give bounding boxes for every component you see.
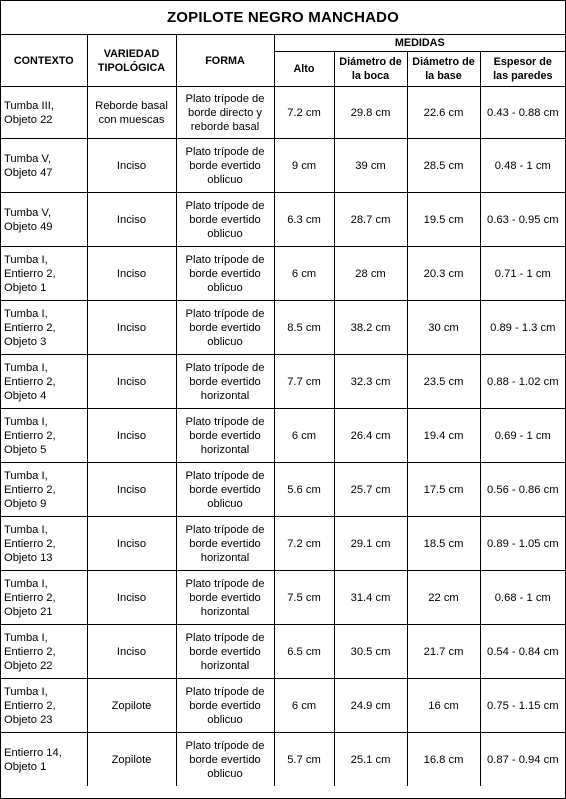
cell-variedad	[87, 733, 176, 787]
header-diametro-base	[407, 52, 480, 87]
context-line: Entierro 14,	[4, 746, 62, 759]
context-line: Objeto 21	[4, 605, 53, 618]
form-line: Plato trípode de	[185, 739, 265, 752]
header-alto: Alto	[274, 52, 334, 87]
header-forma: FORMA	[176, 35, 274, 87]
context-line: Tumba I,	[4, 577, 48, 590]
form-line: reborde basal	[190, 120, 260, 133]
cell-variedad	[87, 193, 176, 247]
cell-espesor: 0.89 - 1.3 cm	[480, 301, 565, 355]
cell-forma	[176, 139, 274, 193]
cell-diametro-boca: 28 cm	[334, 247, 407, 301]
variety-line: Inciso	[116, 483, 147, 496]
cell-espesor: 0.87 - 0.94 cm	[480, 733, 565, 787]
cell-espesor: 0.88 - 1.02 cm	[480, 355, 565, 409]
form-line: horizontal	[200, 659, 250, 672]
form-line: oblicuo	[207, 281, 243, 294]
cell-diametro-base: 21.7 cm	[407, 625, 480, 679]
cell-forma	[176, 87, 274, 139]
cell-contexto	[1, 193, 87, 247]
form-line: Plato trípode de	[185, 92, 265, 105]
cell-diametro-base: 22 cm	[407, 571, 480, 625]
form-line: horizontal	[200, 605, 250, 618]
form-line: borde evertido	[189, 645, 261, 658]
cell-variedad	[87, 139, 176, 193]
cell-diametro-base: 17.5 cm	[407, 463, 480, 517]
form-line: borde evertido	[189, 375, 261, 388]
cell-diametro-boca: 32.3 cm	[334, 355, 407, 409]
variety-line: Inciso	[116, 591, 147, 604]
cell-forma	[176, 679, 274, 733]
cell-variedad	[87, 355, 176, 409]
variety-line: Inciso	[116, 375, 147, 388]
context-line: Tumba V,	[4, 152, 52, 165]
cell-espesor: 0.68 - 1 cm	[480, 571, 565, 625]
cell-contexto	[1, 571, 87, 625]
table-row	[1, 139, 565, 193]
cell-diametro-boca: 38.2 cm	[334, 301, 407, 355]
cell-diametro-base: 30 cm	[407, 301, 480, 355]
cell-espesor: 0.54 - 0.84 cm	[480, 625, 565, 679]
cell-variedad	[87, 87, 176, 139]
cell-alto: 5.7 cm	[274, 733, 334, 787]
cell-variedad	[87, 517, 176, 571]
context-line: Tumba I,	[4, 631, 48, 644]
variety-line: Inciso	[116, 537, 147, 550]
cell-diametro-boca: 25.7 cm	[334, 463, 407, 517]
context-line: Entierro 2,	[4, 321, 56, 334]
variety-line: con muescas	[98, 113, 165, 126]
variety-line: Inciso	[116, 429, 147, 442]
cell-forma	[176, 301, 274, 355]
cell-diametro-base: 18.5 cm	[407, 517, 480, 571]
variety-line: Inciso	[116, 321, 147, 334]
form-line: borde evertido	[189, 537, 261, 550]
context-line: Objeto 22	[4, 113, 53, 126]
variety-line: Inciso	[116, 267, 147, 280]
cell-espesor: 0.71 - 1 cm	[480, 247, 565, 301]
form-line: borde evertido	[189, 699, 261, 712]
form-line: borde evertido	[189, 429, 261, 442]
header-diametro-boca-line1: Diámetro de	[339, 56, 402, 68]
table-row	[1, 571, 565, 625]
form-line: Plato trípode de	[185, 577, 265, 590]
form-line: borde evertido	[189, 483, 261, 496]
form-line: borde evertido	[189, 159, 261, 172]
cell-contexto	[1, 733, 87, 787]
cell-contexto	[1, 301, 87, 355]
cell-contexto	[1, 517, 87, 571]
context-line: Entierro 2,	[4, 267, 56, 280]
cell-diametro-base: 19.4 cm	[407, 409, 480, 463]
cell-alto: 7.5 cm	[274, 571, 334, 625]
form-line: Plato trípode de	[185, 523, 265, 536]
header-diametro-base-line2: la base	[425, 70, 462, 82]
cell-diametro-boca: 25.1 cm	[334, 733, 407, 787]
cell-contexto	[1, 87, 87, 139]
form-line: borde evertido	[189, 591, 261, 604]
context-line: Entierro 2,	[4, 645, 56, 658]
form-line: horizontal	[200, 551, 250, 564]
variety-line: Zopilote	[111, 753, 152, 766]
cell-forma	[176, 247, 274, 301]
context-line: Entierro 2,	[4, 429, 56, 442]
form-line: Plato trípode de	[185, 469, 265, 482]
header-variedad-tipologica	[87, 35, 176, 87]
variety-line: Inciso	[116, 645, 147, 658]
header-variedad-line1: VARIEDAD	[103, 47, 160, 60]
cell-diametro-boca: 31.4 cm	[334, 571, 407, 625]
header-espesor-paredes	[480, 52, 565, 87]
cell-diametro-boca: 26.4 cm	[334, 409, 407, 463]
table-row	[1, 193, 565, 247]
cell-forma	[176, 355, 274, 409]
cell-diametro-base: 23.5 cm	[407, 355, 480, 409]
variety-line: Inciso	[116, 213, 147, 226]
variety-line: Zopilote	[111, 699, 152, 712]
cell-alto: 6 cm	[274, 409, 334, 463]
table-body	[1, 87, 565, 787]
header-espesor-line2: las paredes	[493, 70, 553, 82]
header-diametro-base-line1: Diámetro de	[412, 56, 475, 68]
context-line: Entierro 2,	[4, 699, 56, 712]
header-variedad-line2: TIPOLÓGICA	[97, 61, 166, 74]
context-line: Tumba I,	[4, 523, 48, 536]
cell-contexto	[1, 463, 87, 517]
cell-forma	[176, 625, 274, 679]
cell-variedad	[87, 409, 176, 463]
cell-variedad	[87, 301, 176, 355]
cell-espesor: 0.69 - 1 cm	[480, 409, 565, 463]
context-line: Entierro 2,	[4, 537, 56, 550]
cell-alto: 7.2 cm	[274, 517, 334, 571]
cell-forma	[176, 571, 274, 625]
cell-forma	[176, 517, 274, 571]
context-line: Objeto 4	[4, 389, 47, 402]
form-line: Plato trípode de	[185, 415, 265, 428]
cell-diametro-base: 20.3 cm	[407, 247, 480, 301]
cell-contexto	[1, 247, 87, 301]
context-line: Objeto 13	[4, 551, 53, 564]
context-line: Entierro 2,	[4, 375, 56, 388]
cell-espesor: 0.89 - 1.05 cm	[480, 517, 565, 571]
cell-espesor: 0.63 - 0.95 cm	[480, 193, 565, 247]
variety-line: Reborde basal	[95, 99, 168, 112]
context-line: Objeto 3	[4, 335, 47, 348]
cell-contexto	[1, 355, 87, 409]
table-row	[1, 355, 565, 409]
cell-variedad	[87, 247, 176, 301]
cell-variedad	[87, 679, 176, 733]
context-line: Tumba I,	[4, 361, 48, 374]
context-line: Objeto 22	[4, 659, 53, 672]
context-line: Entierro 2,	[4, 591, 56, 604]
form-line: borde evertido	[189, 267, 261, 280]
variety-line: Inciso	[116, 159, 147, 172]
context-line: Objeto 1	[4, 281, 47, 294]
cell-espesor: 0.56 - 0.86 cm	[480, 463, 565, 517]
form-line: Plato trípode de	[185, 253, 265, 266]
cell-contexto	[1, 625, 87, 679]
cell-alto: 6 cm	[274, 679, 334, 733]
form-line: oblicuo	[207, 767, 243, 780]
cell-contexto	[1, 409, 87, 463]
form-line: oblicuo	[207, 497, 243, 510]
cell-alto: 5.6 cm	[274, 463, 334, 517]
form-line: borde evertido	[189, 213, 261, 226]
cell-diametro-boca: 28.7 cm	[334, 193, 407, 247]
cell-diametro-base: 22.6 cm	[407, 87, 480, 139]
cell-diametro-base: 16.8 cm	[407, 733, 480, 787]
form-line: oblicuo	[207, 227, 243, 240]
form-line: oblicuo	[207, 173, 243, 186]
form-line: oblicuo	[207, 335, 243, 348]
context-line: Tumba I,	[4, 307, 48, 320]
cell-alto: 6.5 cm	[274, 625, 334, 679]
cell-alto: 8.5 cm	[274, 301, 334, 355]
table-row	[1, 409, 565, 463]
cell-espesor: 0.43 - 0.88 cm	[480, 87, 565, 139]
cell-variedad	[87, 625, 176, 679]
table-row	[1, 247, 565, 301]
form-line: borde directo y	[187, 106, 262, 119]
cell-diametro-base: 19.5 cm	[407, 193, 480, 247]
form-line: Plato trípode de	[185, 307, 265, 320]
cell-diametro-boca: 29.8 cm	[334, 87, 407, 139]
context-line: Tumba III,	[4, 99, 54, 112]
form-line: horizontal	[200, 443, 250, 456]
context-line: Objeto 9	[4, 497, 47, 510]
cell-diametro-boca: 24.9 cm	[334, 679, 407, 733]
cell-diametro-base: 16 cm	[407, 679, 480, 733]
table-row	[1, 679, 565, 733]
form-line: borde evertido	[189, 753, 261, 766]
context-line: Objeto 5	[4, 443, 47, 456]
cell-forma	[176, 733, 274, 787]
form-line: oblicuo	[207, 713, 243, 726]
form-line: Plato trípode de	[185, 631, 265, 644]
cell-variedad	[87, 571, 176, 625]
form-line: Plato trípode de	[185, 145, 265, 158]
header-row-top	[1, 35, 565, 52]
cell-espesor: 0.75 - 1.15 cm	[480, 679, 565, 733]
form-line: Plato trípode de	[185, 685, 265, 698]
table-row	[1, 463, 565, 517]
cell-alto: 6 cm	[274, 247, 334, 301]
context-line: Objeto 47	[4, 166, 53, 179]
cell-forma	[176, 463, 274, 517]
measurements-table	[1, 35, 565, 786]
cell-contexto	[1, 139, 87, 193]
context-line: Tumba I,	[4, 415, 48, 428]
context-line: Tumba I,	[4, 469, 48, 482]
cell-diametro-boca: 39 cm	[334, 139, 407, 193]
form-line: Plato trípode de	[185, 199, 265, 212]
header-contexto: CONTEXTO	[1, 35, 87, 87]
form-line: horizontal	[200, 389, 250, 402]
cell-forma	[176, 409, 274, 463]
table-row	[1, 625, 565, 679]
table-row	[1, 517, 565, 571]
cell-alto: 9 cm	[274, 139, 334, 193]
context-line: Objeto 49	[4, 220, 53, 233]
header-diametro-boca	[334, 52, 407, 87]
form-line: Plato trípode de	[185, 361, 265, 374]
context-line: Tumba I,	[4, 253, 48, 266]
cell-variedad	[87, 463, 176, 517]
cell-diametro-boca: 29.1 cm	[334, 517, 407, 571]
context-line: Objeto 23	[4, 713, 53, 726]
table-row	[1, 87, 565, 139]
context-line: Objeto 1	[4, 760, 47, 773]
context-line: Entierro 2,	[4, 483, 56, 496]
cell-alto: 7.2 cm	[274, 87, 334, 139]
header-medidas: MEDIDAS	[274, 35, 565, 52]
table-row	[1, 733, 565, 787]
cell-alto: 6.3 cm	[274, 193, 334, 247]
cell-diametro-boca: 30.5 cm	[334, 625, 407, 679]
header-diametro-boca-line2: la boca	[351, 70, 390, 82]
cell-contexto	[1, 679, 87, 733]
table-title: ZOPILOTE NEGRO MANCHADO	[1, 1, 565, 35]
table-row	[1, 301, 565, 355]
cell-diametro-base: 28.5 cm	[407, 139, 480, 193]
context-line: Tumba V,	[4, 206, 52, 219]
cell-forma	[176, 193, 274, 247]
header-espesor-line1: Espesor de	[493, 56, 552, 68]
form-line: borde evertido	[189, 321, 261, 334]
cell-alto: 7.7 cm	[274, 355, 334, 409]
cell-espesor: 0.48 - 1 cm	[480, 139, 565, 193]
context-line: Tumba I,	[4, 685, 48, 698]
